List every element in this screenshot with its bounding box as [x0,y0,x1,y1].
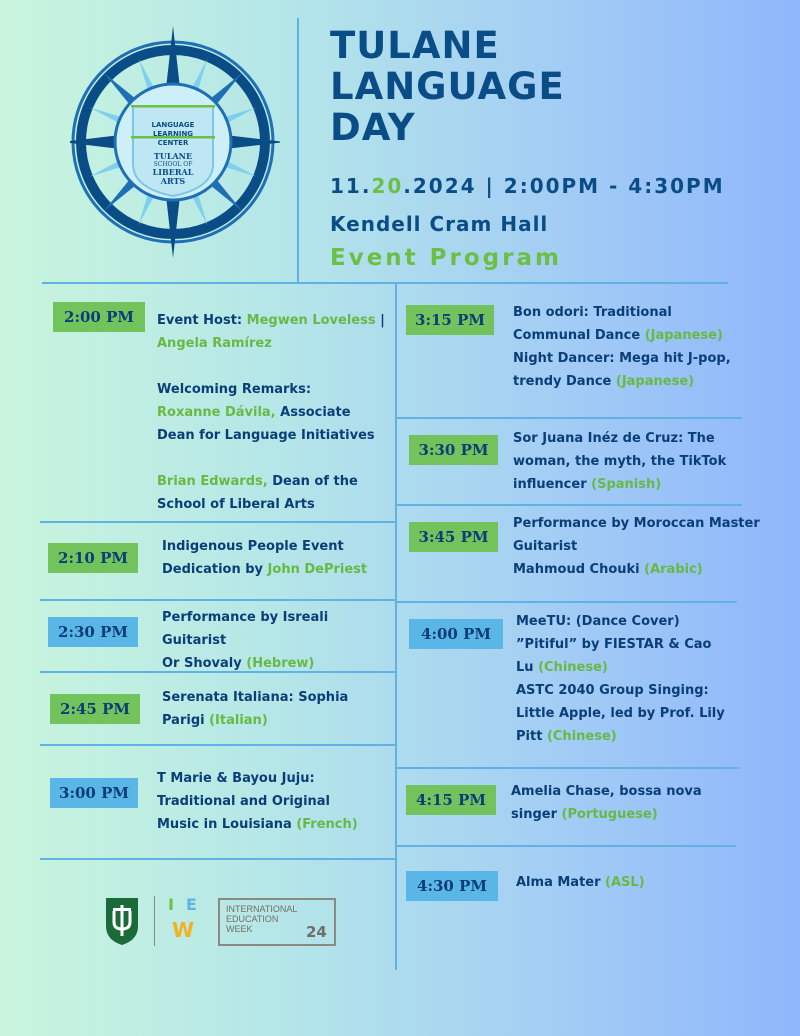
row-divider [397,601,737,603]
description-line [516,633,746,656]
description-text: Alma Mater [516,875,606,890]
logo-text-line: TULANE [153,151,193,161]
iew-letter: W [172,918,195,942]
highlight-text: (ASL) [605,875,645,890]
schedule-top-divider [42,282,728,284]
time-badge: 4:15 PM [406,785,496,815]
logo-text-line: CENTER [157,139,189,147]
highlight-text: (Chinese) [546,729,617,744]
description-text: T Marie & Bayou Juju: [157,771,315,786]
highlight-text: (Portuguese) [561,807,658,822]
highlight-text: John DePriest [267,562,368,577]
iew-text-line: EDUCATION [226,914,279,924]
description-text: Indigenous People Event [162,539,344,554]
date-day: 20 [371,174,404,198]
logo-text-line: LANGUAGE [151,121,195,129]
description-line [162,558,392,581]
highlight-text: Megwen Loveless [246,313,376,328]
description-line [511,803,741,826]
time-badge: 2:10 PM [48,543,138,573]
event-description [513,512,763,581]
time-badge: 4:00 PM [409,619,503,649]
description-line [516,725,746,748]
description-text: Dean of the [267,474,358,489]
tulane-shield-icon [104,896,140,946]
event-description [157,767,392,836]
event-description [516,871,746,894]
description-text: Welcoming Remarks: [157,382,312,397]
iew-letter: I [168,895,174,914]
description-line [513,450,743,473]
time-badge: 2:00 PM [53,302,145,332]
description-text: Little Apple, led by Prof. Lily [516,706,725,721]
description-text: singer [511,807,562,822]
time-badge: 3:45 PM [409,522,498,552]
description-text: Lu [516,660,539,675]
event-description [162,535,392,581]
logo-text-line: LEARNING [152,130,194,138]
description-line [513,473,743,496]
row-divider [40,521,395,523]
event-date-time [330,174,725,198]
description-line [513,324,743,347]
description-text: Pitt [516,729,547,744]
description-line [513,558,763,581]
time-badge: 4:30 PM [406,871,498,901]
description-text: Performance by Isreali Guitarist [162,610,329,648]
description-text: Dedication by [162,562,268,577]
description-line [162,535,392,558]
iew-text-line: INTERNATIONAL [226,904,298,914]
description-line [157,790,392,813]
highlight-text: (French) [296,817,358,832]
header-divider [297,18,299,282]
logo-text-line: SCHOOL OF [153,161,193,168]
description-text: Traditional and Original [157,794,331,809]
description-line [157,493,387,516]
description-text: Dean for Language Initiatives [157,428,375,443]
description-text: woman, the myth, the TikTok [513,454,727,469]
description-text: Music in Louisiana [157,817,297,832]
event-description [516,610,746,748]
event-program-label: Event Program [330,245,562,271]
highlight-text: Angela Ramírez [157,336,272,351]
row-divider [40,858,395,860]
description-line [157,767,392,790]
date-suffix: .2024 | 2:00PM - 4:30PM [403,174,725,198]
row-divider [397,504,742,506]
description-text: Sor Juana Inéz de Cruz: The [513,431,715,446]
description-line [162,686,392,709]
description-text: Amelia Chase, bossa nova [511,784,702,799]
description-line [516,871,746,894]
description-text: Mahmoud Chouki [513,562,645,577]
description-text: trendy Dance [513,374,616,389]
description-line [516,679,746,702]
description-line [513,535,763,558]
highlight-text: (Italian) [209,713,268,728]
row-divider [397,417,742,419]
schedule-center-divider [395,282,397,970]
title-line: DAY [330,106,416,149]
international-education-week-logo [218,898,336,946]
description-line [157,309,387,332]
description-text: Performance by Moroccan Master [513,516,760,531]
description-line [157,424,387,447]
description-line [157,332,387,355]
event-description [162,606,392,675]
description-line [516,656,746,679]
iew-text [226,904,297,934]
description-line [157,813,392,836]
time-badge: 3:00 PM [50,778,138,808]
description-line [513,370,743,393]
description-line [516,702,746,725]
description-line [513,347,743,370]
description-line [162,709,392,732]
highlight-text: (Japanese) [615,374,695,389]
description-text: Parigi [162,713,210,728]
tulane-shield-logo [104,896,140,946]
highlight-text: (Hebrew) [246,656,315,671]
description-text: MeeTU: (Dance Cover) [516,614,680,629]
iew-text-line: WEEK [226,924,253,934]
description-line [162,652,392,675]
event-description [157,309,387,516]
date-prefix: 11. [330,174,372,198]
description-line [157,355,387,378]
highlight-text: Brian Edwards, [157,474,268,489]
highlight-text: (Chinese) [538,660,608,675]
title-line: LANGUAGE [330,65,565,108]
row-divider [40,599,395,601]
footer-divider [154,896,155,946]
description-text: Associate [275,405,351,420]
title-line: TULANE [330,24,500,67]
page-title [330,25,630,148]
description-text: ASTC 2040 Group Singing: [516,683,709,698]
row-divider [40,744,395,746]
highlight-text: (Japanese) [644,328,723,343]
description-text: ”Pitiful” by FIESTAR & Cao [516,637,712,652]
description-line [157,378,387,401]
description-line [513,427,743,450]
description-text: School of Liberal Arts [157,497,315,512]
row-divider [397,845,736,847]
time-badge: 3:30 PM [409,435,498,465]
event-description [162,686,392,732]
description-line [157,401,387,424]
description-line [516,610,746,633]
description-text: Communal Dance [513,328,645,343]
event-description [513,301,743,393]
time-badge: 2:45 PM [50,694,140,724]
logo-center-text [110,121,236,148]
iew-year: 24 [306,923,327,941]
highlight-text: (Arabic) [644,562,703,577]
logo-text-line: ARTS [160,176,186,186]
description-text: Night Dancer: Mega hit J-pop, [513,351,731,366]
event-description [513,427,743,496]
description-text: Guitarist [513,539,578,554]
highlight-text: Roxanne Dávila, [157,405,276,420]
description-text: Event Host: [157,313,247,328]
description-line [157,470,387,493]
iew-letter: E [186,895,197,914]
description-line [513,301,743,324]
highlight-text: (Spanish) [591,477,662,492]
event-description [511,780,741,826]
logo-text-line: LIBERAL [152,167,194,177]
time-badge: 2:30 PM [48,617,138,647]
event-venue: Kendell Cram Hall [330,212,549,236]
description-text: Bon odori: Traditional [513,305,672,320]
description-text: Or Shovaly [162,656,247,671]
logo-school-text [110,152,236,186]
description-text: | [375,313,385,328]
row-divider [397,767,739,769]
description-line [511,780,741,803]
iew-logo [168,896,208,948]
description-line [513,512,763,535]
language-learning-center-logo [70,25,280,260]
description-line [162,606,392,652]
description-text: influencer [513,477,592,492]
description-line [157,447,387,470]
description-text: Serenata Italiana: Sophia [162,690,349,705]
time-badge: 3:15 PM [406,305,494,335]
